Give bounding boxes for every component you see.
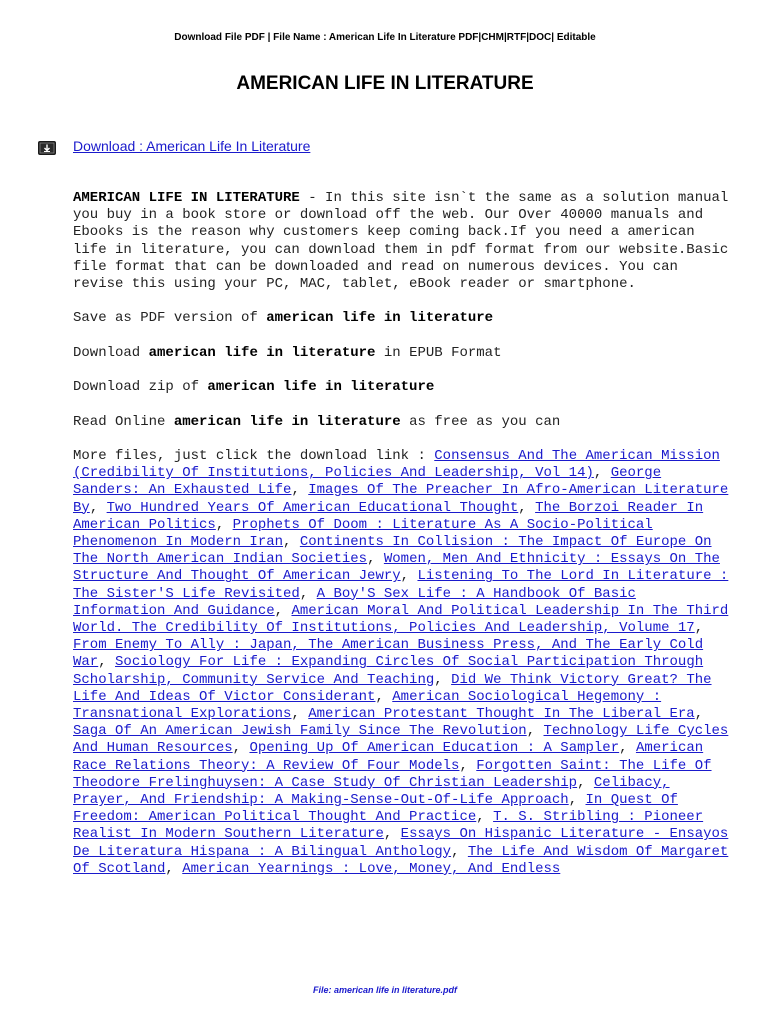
file-link[interactable]: American Race Relations Theory: A Review Of Four Models — [73, 740, 704, 774]
file-link[interactable]: The Borzoi Reader In American Politics — [73, 499, 704, 533]
link-separator: , — [568, 792, 586, 809]
download-epub-line — [73, 345, 733, 362]
line-text: Download — [73, 344, 149, 361]
download-zip-line — [73, 379, 733, 396]
file-link[interactable]: Consensus And The American Mission (Credibility Of Institutions, Policies And Leadership, Vol 14) — [73, 447, 720, 482]
link-separator: , — [283, 533, 300, 550]
link-separator: , — [619, 740, 636, 757]
link-separator: , — [476, 809, 494, 826]
link-separator: , — [451, 843, 468, 860]
link-separator: , — [434, 671, 452, 688]
line-text: in EPUB Format — [375, 344, 502, 361]
file-link[interactable]: A Boy'S Sex Life : A Handbook Of Basic Information And Guidance — [73, 585, 636, 619]
save-pdf-line — [73, 310, 733, 327]
file-link[interactable]: Sociology For Life : Expanding Circles Of Social Participation Through Scholarship, Community Service And Teaching — [73, 654, 704, 688]
link-separator: , — [526, 723, 544, 740]
line-text: as free as you can — [400, 413, 561, 430]
file-link[interactable]: Women, Men And Ethnicity : Essays On The Structure And Thought Of American Jewry — [73, 551, 720, 585]
link-separator: , — [518, 499, 536, 516]
link-separator: , — [694, 620, 704, 636]
file-link[interactable]: Images Of The Preacher In Afro-American Literature By — [73, 482, 729, 516]
link-separator: , — [165, 860, 183, 877]
intro-paragraph — [73, 190, 733, 293]
link-separator: , — [291, 706, 309, 723]
download-link[interactable]: Download : American Life In Literature — [73, 138, 311, 154]
link-separator: , — [400, 568, 418, 585]
link-separator: , — [459, 757, 477, 774]
link-separator: , — [215, 516, 233, 533]
link-separator: , — [232, 740, 250, 757]
link-separator: , — [383, 826, 401, 843]
line-bold: american life in literature — [148, 344, 376, 361]
link-separator: , — [98, 654, 116, 671]
link-separator: , — [375, 688, 393, 705]
file-link[interactable]: Did We Think Victory Great? The Life And Ideas Of Victor Considerant — [73, 671, 712, 705]
file-link[interactable]: George Sanders: An Exhausted Life — [73, 465, 662, 499]
file-link[interactable]: Saga Of An American Jewish Family Since The Revolution — [73, 723, 527, 740]
link-separator: , — [367, 551, 384, 568]
read-online-line — [73, 414, 733, 431]
page-header: Download File PDF | File Name : American Life In Literature PDF|CHM|RTF|DOC| Editable — [174, 32, 596, 43]
file-link[interactable]: Prophets Of Doom : Literature As A Socio-Political Phenomenon In Modern Iran — [73, 516, 653, 550]
link-separator: , — [89, 499, 107, 516]
line-text: Download zip of — [73, 379, 208, 396]
file-link[interactable]: American Moral And Political Leadership In The Third World. The Credibility Of Institutions, Policies And Leadership, Volume 17 — [73, 602, 729, 636]
file-link[interactable]: American Protestant Thought In The Liberal Era — [308, 706, 695, 723]
link-separator: , — [577, 774, 594, 791]
download-icon[interactable] — [38, 141, 56, 155]
file-link[interactable]: Celibacy, Prayer, And Friendship: A Making-Sense-Out-Of-Life Approach — [73, 774, 670, 809]
main-content — [73, 190, 733, 895]
file-link[interactable]: The Life And Wisdom Of Margaret Of Scotland — [73, 843, 729, 877]
page-footer: File: american life in literature.pdf — [312, 985, 458, 995]
file-link[interactable]: Listening To The Lord In Literature : The Sister'S Life Revisited — [73, 568, 729, 602]
link-separator: , — [291, 482, 309, 499]
line-bold: american life in literature — [207, 379, 435, 396]
file-link[interactable]: Continents In Collision : The Impact Of Europe On The North American Indian Societies — [73, 533, 712, 568]
file-link[interactable]: Forgotten Saint: The Life Of Theodore Frelinghuysen: A Case Study Of Christian Leadership — [73, 757, 712, 791]
file-link[interactable]: Opening Up Of American Education : A Sampler — [249, 740, 620, 757]
line-text: Read Online — [73, 413, 174, 430]
more-files-links — [73, 448, 728, 877]
file-link[interactable]: T. S. Stribling : Pioneer Realist In Modern Southern Literature — [73, 809, 704, 843]
file-link[interactable]: American Sociological Hegemony : Transnational Explorations — [73, 688, 662, 723]
more-files-intro: More files, just click the download link : — [73, 447, 435, 464]
link-separator: , — [593, 465, 611, 482]
link-separator: , — [694, 706, 704, 723]
page-title: AMERICAN LIFE IN LITERATURE — [236, 73, 534, 94]
link-separator: , — [299, 585, 317, 602]
link-separator: , — [274, 602, 292, 619]
file-link[interactable]: Technology Life Cycles And Human Resources — [73, 723, 729, 757]
file-link[interactable]: From Enemy To Ally : Japan, The American Business Press, And The Early Cold War — [73, 637, 704, 671]
file-link[interactable]: In Quest Of Freedom: American Political Thought And Practice — [73, 792, 678, 826]
line-bold: american life in literature — [266, 310, 494, 327]
line-bold: american life in literature — [173, 413, 401, 430]
file-link[interactable]: Essays On Hispanic Literature - Ensayos De Literatura Hispana : A Bilingual Anthology — [73, 826, 729, 860]
line-text: Save as PDF version of — [73, 310, 267, 327]
intro-text: - In this site isn`t the same as a solution manual you buy in a book store or download off the web. Our Over 40000 manuals and Ebooks is the reason why customers keep coming back.If you need a american life in literature, you can download them in pdf format from our website.Basic file format that can be downloaded and read on numerous devices. You can revise this using your PC, MAC, tablet, eBook reader or smartphone. — [73, 190, 729, 293]
intro-title: AMERICAN LIFE IN LITERATURE — [73, 190, 300, 206]
file-link[interactable]: Two Hundred Years Of American Educational Thought — [106, 499, 519, 516]
file-link[interactable]: American Yearnings : Love, Money, And Endless — [182, 860, 561, 877]
more-files-paragraph — [73, 448, 733, 878]
